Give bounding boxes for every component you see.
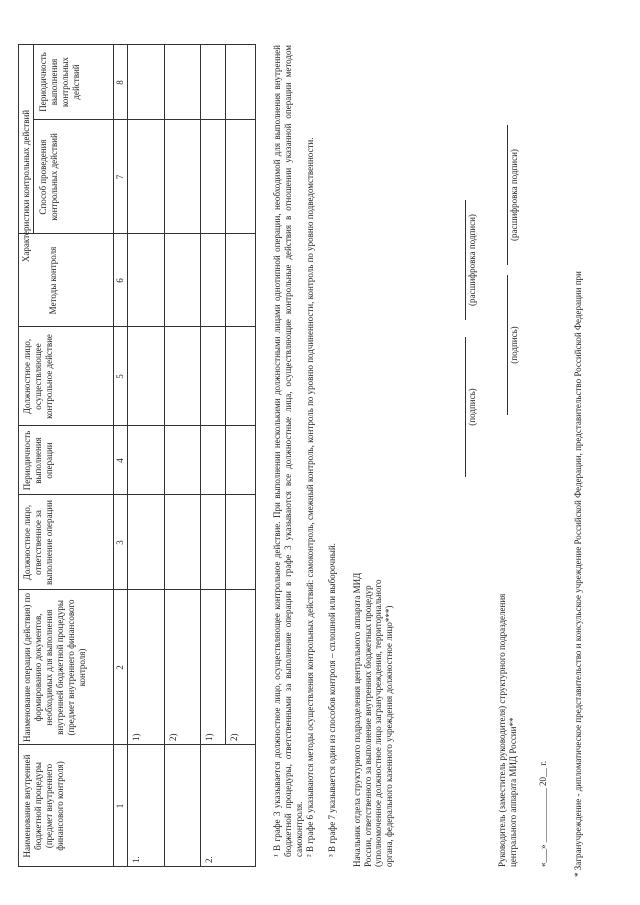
- col-number-3: 3: [115, 540, 125, 545]
- col-number-4: 4: [115, 458, 125, 463]
- col-number-8: 8: [115, 80, 125, 85]
- header-control-way: Способ проведения контрольных действий: [38, 133, 59, 221]
- row-1-sub-2: 2): [168, 733, 178, 741]
- table-border-right: [18, 44, 256, 45]
- table-sub-divider-2: [225, 45, 226, 745]
- signature-block-1-title: Начальник отдела структурного подразделения центрального аппарата МИД России, ответственного за выполнение внутренних бюджетных процедур (уполномоченное должностное лицо загранучреждения, территориального органа, федерального казенного учреждения должностное лицо***): [352, 572, 394, 867]
- signature-label-1: (подпись): [467, 388, 477, 426]
- table-col-divider-6: [18, 233, 256, 234]
- header-control-methods: Методы контроля: [48, 246, 58, 315]
- decode-line-2: [507, 125, 508, 265]
- footnote-2: ² В графе 6 указываются методы осуществления контрольных действий: самоконтроль, смежный контроль, контроль по уровню подчиненности, контроль по уровню подведомственности.: [305, 137, 315, 857]
- table-border-left: [18, 866, 256, 867]
- table-col-divider-5: [18, 326, 256, 327]
- header-controlling-person: Должностное лицо, осуществляющее контрольное действие: [22, 334, 54, 419]
- signature-line-2: [507, 275, 508, 415]
- row-number-2: 2.: [204, 856, 214, 863]
- footnote-3: ³ В графе 7 указывается один из способов контроля – сплошной или выборочный.: [327, 543, 337, 857]
- header-control-characteristics: Характеристики контрольных действий: [21, 109, 31, 263]
- decode-line-1: [465, 200, 466, 320]
- header-control-periodicity: Периодичность выполнения контрольных действий: [38, 52, 81, 112]
- table-col-divider-7: [33, 119, 256, 120]
- row-number-1: 1.: [131, 856, 141, 863]
- header-procedure-name: Наименование внутренней бюджетной процедуры (предмет внутреннего финансового контроля): [22, 754, 65, 858]
- header-responsible-person: Должностное лицо, ответственное за выполнение операции: [22, 500, 54, 585]
- bottom-footnote: * Загранучреждение - дипломатическое представительство и консульское учреждение Российской Федерации, представительство Российской Федерации при: [573, 271, 583, 877]
- decode-label-2: (расшифровка подписи): [509, 149, 519, 241]
- col-number-5: 5: [115, 374, 125, 379]
- table-col-divider-2: [18, 589, 256, 590]
- signature-line-1: [465, 337, 466, 477]
- table-group-divider: [33, 45, 34, 234]
- row-1-sub-1: 1): [131, 733, 141, 741]
- table-col-divider-1: [18, 744, 256, 745]
- table-col-divider-3: [18, 494, 256, 495]
- footnote-1: ¹ В графе 3 указывается должностное лицо, осуществляющее контрольное действие. При выполнении несколькими должностными лицами однотипной операции, необходимой для выполнения внутренней бюджетной процедуры, ответственными за выполнение операции в графе 3 указываются все должностные лица, осуществляющие контрольные действия в отношении указанной операции методом самоконтроля.: [272, 45, 304, 857]
- col-number-6: 6: [115, 278, 125, 283]
- col-number-7: 7: [115, 174, 125, 180]
- row-2-sub-1: 1): [204, 733, 214, 741]
- header-operation-periodicity: Периодичность выполнения операции: [22, 430, 54, 491]
- row-2-sub-2: 2): [229, 733, 239, 741]
- date-line: «___» ____________ 20__ г.: [538, 760, 548, 867]
- table-col-divider-4: [18, 425, 256, 426]
- signature-label-2: (подпись): [509, 326, 519, 364]
- header-operation-name: Наименование операции (действия) по формированию документов, необходимых для выполнения внутренней бюджетной процедуры (предмет внутреннего финансового контроля): [22, 593, 87, 742]
- col-number-1: 1: [115, 803, 125, 809]
- col-number-2: 2: [115, 665, 125, 670]
- signature-block-2-title: Руководитель (заместитель руководителя) структурного подразделения центрального аппарата МИД России**: [497, 593, 518, 867]
- decode-label-1: (расшифровка подписи): [467, 214, 477, 306]
